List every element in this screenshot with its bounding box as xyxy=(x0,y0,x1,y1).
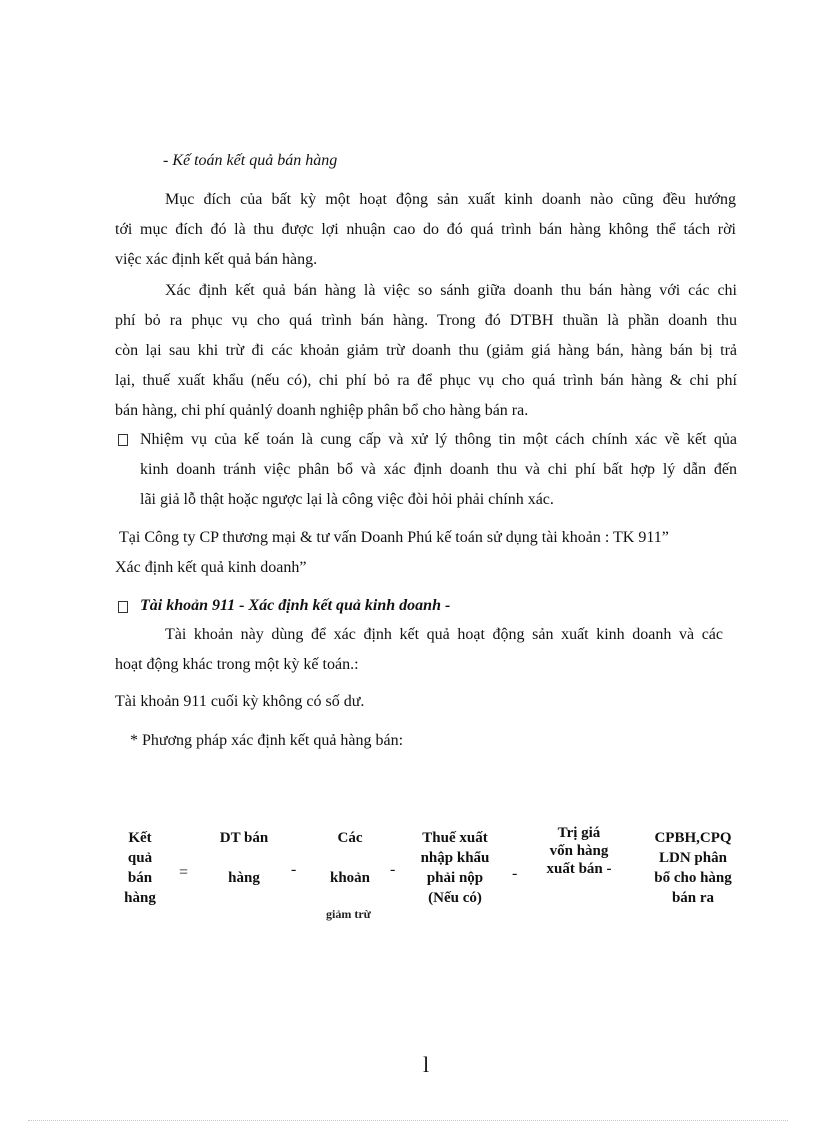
account-heading: Tài khoản 911 - Xác định kết quả kinh doanh - xyxy=(140,597,451,614)
formula-result-line-4: hàng xyxy=(124,890,156,906)
bullet-paragraph-line-3: lãi giả lỗ thật hoặc ngược lại là công việc đòi hỏi phải chính xác. xyxy=(140,491,554,508)
formula-expenses-line-2: LDN phân xyxy=(659,850,727,866)
company-paragraph-line-1: Tại Công ty CP thương mại & tư vấn Doanh Phú kế toán sử dụng tài khoản : TK 911” xyxy=(119,529,669,546)
equals-sign: = xyxy=(179,864,189,881)
formula-deductions-cut-line: giảm trừ xyxy=(326,907,371,921)
formula-revenue-line-2: hàng xyxy=(228,870,260,886)
paragraph-1-line-1: Mục đích của bất kỳ một hoạt động sản xuất kinh doanh nào cũng đều hướng xyxy=(165,191,736,208)
method-title: * Phương pháp xác định kết quả hàng bán: xyxy=(130,732,404,749)
formula-cost-line-3: xuất bán - xyxy=(546,861,612,877)
bullet-paragraph-line-1: Nhiệm vụ của kế toán là cung cấp và xử lý thông tin một cách chính xác về kết qủa xyxy=(140,431,737,448)
formula-result-line-1: Kết xyxy=(128,830,152,846)
formula-tax xyxy=(412,828,498,908)
paragraph-2-line-2: phí bỏ ra phục vụ cho quá trình bán hàng. Trong đó DTBH thuần là phần doanh thu xyxy=(115,312,737,329)
formula-tax-line-2: nhập khẩu xyxy=(420,850,490,866)
paragraph-2-line-1: Xác định kết quả bán hàng là việc so sánh giữa doanh thu bán hàng với các chi xyxy=(165,282,737,299)
bullet-paragraph-line-2: kinh doanh tránh việc phân bổ và xác định doanh thu và chi phí bất hợp lý dẫn đến xyxy=(140,461,737,478)
balance-note: Tài khoản 911 cuối kỳ không có số dư. xyxy=(115,693,365,710)
formula-cost-line-1: Trị giá xyxy=(557,825,601,841)
page-number: l xyxy=(423,1052,430,1077)
company-paragraph-line-2: Xác định kết quả kinh doanh” xyxy=(115,559,307,576)
square-bullet-icon xyxy=(118,434,128,446)
square-bullet-icon xyxy=(118,601,128,613)
minus-sign-2: - xyxy=(390,861,396,878)
formula-deductions xyxy=(320,828,380,888)
formula-result-line-2: quả xyxy=(127,850,153,866)
account-paragraph-line-2: hoạt động khác trong một kỳ kế toán.: xyxy=(115,656,359,673)
formula-tax-line-3: phải nộp xyxy=(426,870,484,886)
minus-sign-3: - xyxy=(512,865,518,882)
paragraph-1-line-2: tới mục đích đó là thu được lợi nhuận cao do đó quá trình bán hàng không thể tách rời xyxy=(115,221,736,238)
formula-result xyxy=(112,828,168,908)
formula-deductions-line-2: khoản xyxy=(329,870,371,886)
formula-cost-line-2: vốn hàng xyxy=(549,843,609,859)
formula-revenue-line-1: DT bán xyxy=(219,830,269,846)
formula-revenue xyxy=(205,828,283,888)
formula-expenses-line-3: bổ cho hàng xyxy=(654,870,732,886)
paragraph-2-line-3: còn lại sau khi trừ đi các khoản giảm trừ doanh thu (giảm giá hàng bán, hàng bán bị trả xyxy=(115,342,737,359)
formula-expenses xyxy=(640,828,746,908)
formula-expenses-line-1: CPBH,CPQ xyxy=(654,830,732,846)
minus-sign-1: - xyxy=(291,861,297,878)
formula-deductions-line-1: Các xyxy=(337,830,363,846)
footer-divider xyxy=(28,1120,788,1121)
account-paragraph-line-1: Tài khoản này dùng để xác định kết quả hoạt động sản xuất kinh doanh và các xyxy=(165,626,723,643)
formula-result-line-3: bán xyxy=(127,870,153,886)
formula-expenses-line-4: bán ra xyxy=(671,890,715,906)
paragraph-1-line-3: việc xác định kết quả bán hàng. xyxy=(115,251,318,268)
paragraph-2-line-5: bán hàng, chi phí quảnlý doanh nghiệp phân bổ cho hàng bán ra. xyxy=(115,402,529,419)
formula-cost xyxy=(536,824,622,878)
formula-tax-line-1: Thuế xuất xyxy=(422,830,488,846)
formula-tax-line-4: (Nếu có) xyxy=(428,890,482,906)
paragraph-2-line-4: lại, thuế xuất khẩu (nếu có), chi phí bỏ ra để phục vụ cho quá trình bán hàng & chi phí xyxy=(115,372,737,389)
subtitle: - Kế toán kết quả bán hàng xyxy=(163,152,338,169)
